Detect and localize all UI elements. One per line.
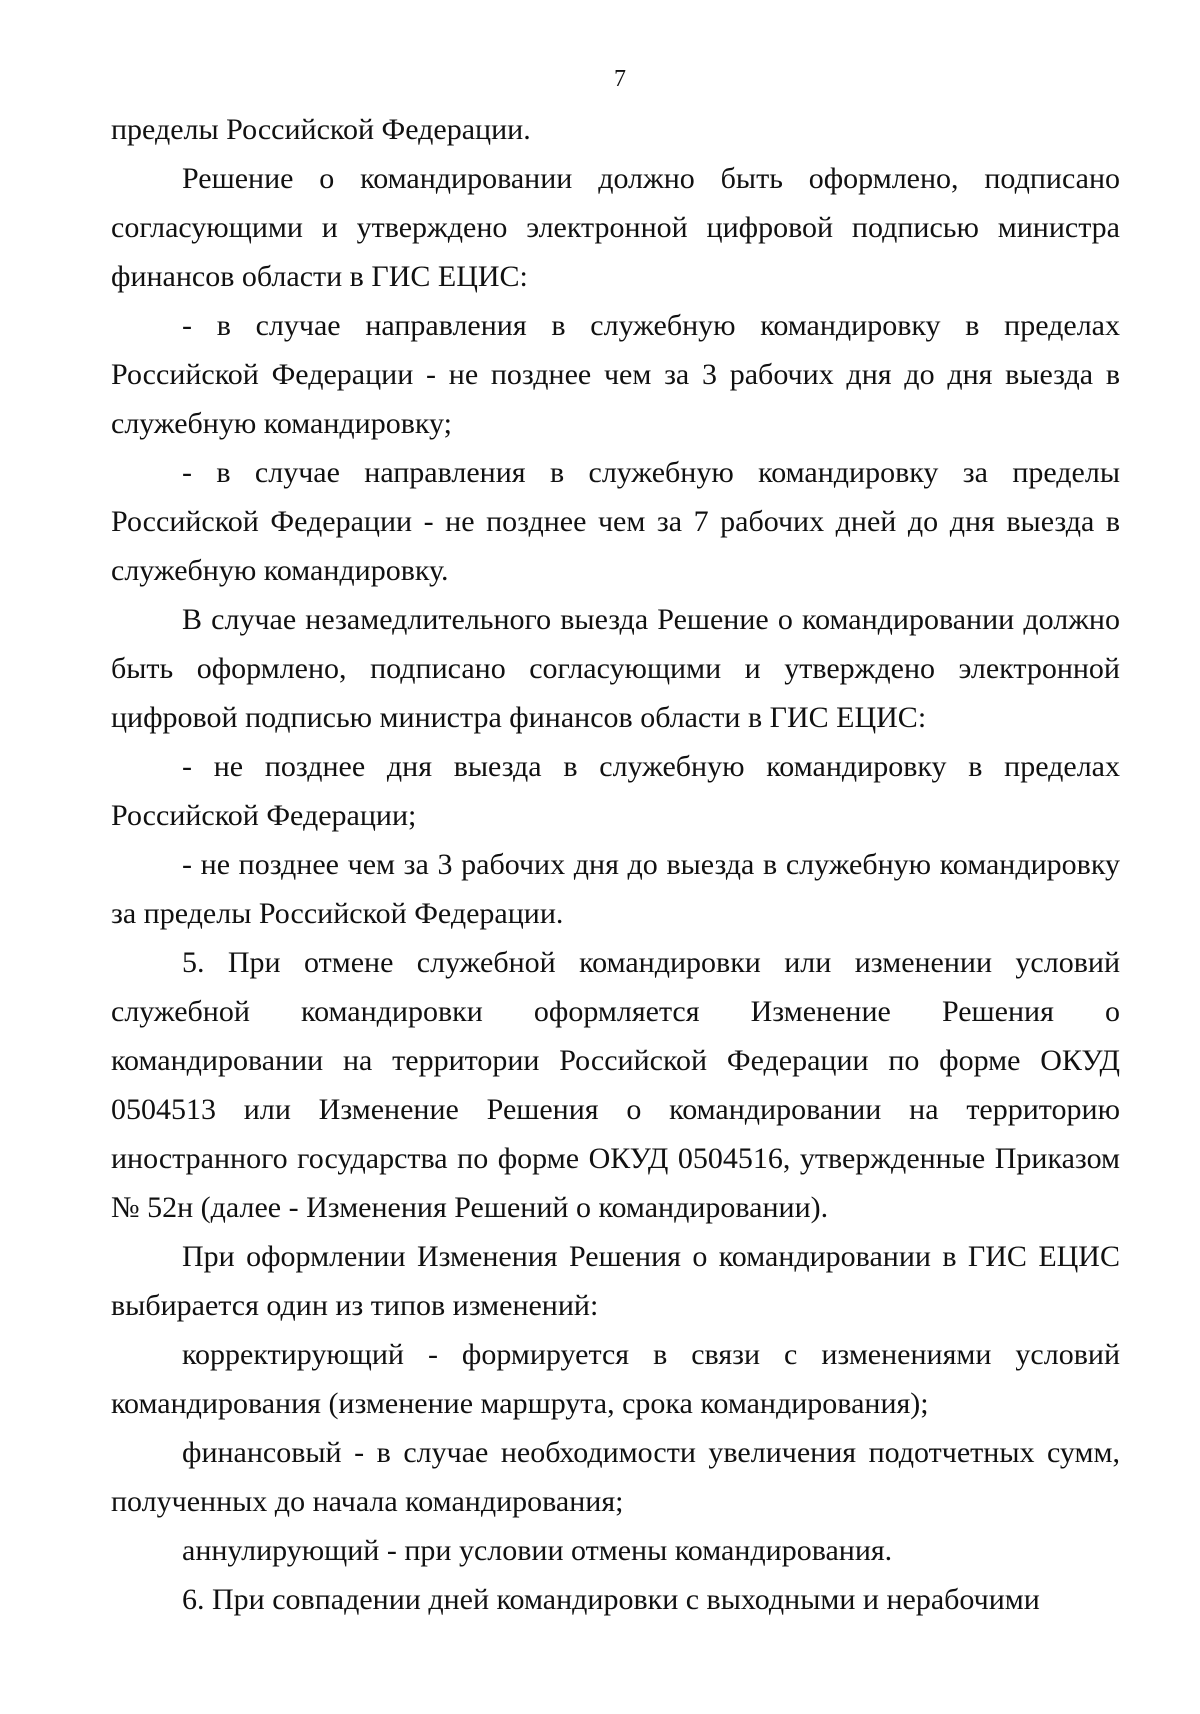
paragraph-financial-type: финансовый - в случае необходимости увеличения подотчетных сумм, полученных до начала командирования;: [111, 1436, 1120, 1518]
page-number: 7: [614, 66, 626, 92]
paragraph-domestic-deadline: - в случае направления в служебную командировку в пределах Российской Федерации - не позднее чем за 3 рабочих дня до дня выезда в служебную командировку;: [111, 309, 1120, 440]
document-body: [111, 105, 1120, 1624]
paragraph-continuation: пределы Российской Федерации.: [111, 113, 531, 146]
paragraph-cancelling-type: аннулирующий - при условии отмены командирования.: [182, 1534, 893, 1567]
paragraph-urgent-foreign: - не позднее чем за 3 рабочих дня до выезда в служебную командировку за пределы Российской Федерации.: [111, 848, 1120, 930]
paragraph-change-types-intro: При оформлении Изменения Решения о командировании в ГИС ЕЦИС выбирается один из типов изменений:: [111, 1240, 1120, 1322]
paragraph-foreign-deadline: - в случае направления в служебную командировку за пределы Российской Федерации - не позднее чем за 7 рабочих дней до дня выезда в служебную командировку.: [111, 456, 1120, 587]
paragraph-item-6: 6. При совпадении дней командировки с выходными и нерабочими: [182, 1583, 1040, 1616]
paragraph-urgent-departure: В случае незамедлительного выезда Решение о командировании должно быть оформлено, подписано согласующими и утверждено электронной цифровой подписью министра финансов области в ГИС ЕЦИС:: [111, 603, 1120, 734]
paragraph-urgent-domestic: - не позднее дня выезда в служебную командировку в пределах Российской Федерации;: [111, 750, 1120, 832]
paragraph-item-5: 5. При отмене служебной командировки или изменении условий служебной командировки оформляется Изменение Решения о командировании на территории Российской Федерации по форме ОКУД 0504513 или Изменение Решения о командировании на территорию иностранного государства по форме ОКУД 0504516, утвержденные Приказом № 52н (далее - Изменения Решений о командировании).: [111, 946, 1120, 1224]
paragraph-decision-requirements: Решение о командировании должно быть оформлено, подписано согласующими и утверждено электронной цифровой подписью министра финансов области в ГИС ЕЦИС:: [111, 162, 1120, 293]
paragraph-corrective-type: корректирующий - формируется в связи с изменениями условий командирования (изменение маршрута, срока командирования);: [111, 1338, 1120, 1420]
